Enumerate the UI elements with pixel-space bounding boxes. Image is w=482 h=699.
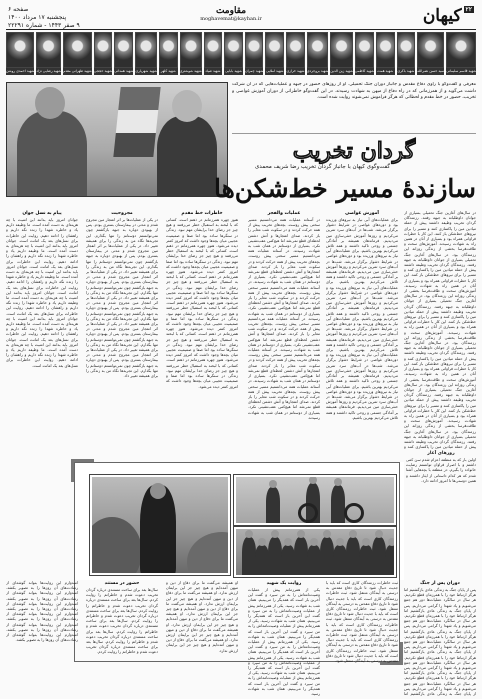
- section-url: moghavemat@kayhan.ir: [200, 16, 262, 22]
- article-side-column: [406, 450, 476, 580]
- portrait-photo: [114, 32, 133, 68]
- portrait-photo: [376, 32, 395, 68]
- column-text: ثبت خاطرات رزمندگان کاری است که باید با جدیت دنبال شود تا تاریخ دفاع مقدس به درستی به آیندگان منتقل شود.: [326, 590, 398, 612]
- portrait-photo: [417, 32, 444, 68]
- column-text: او همیشه می‌گفت ما برای دفاع از دین و میهن آمده‌ایم و هیچ چیز جز این برایمان ارزش ندارد.: [166, 600, 238, 617]
- headline-primary: گردان تخریب: [292, 138, 416, 164]
- column-text: برای عملیات‌های آبی نیاز به نیروهای ورزیده بود و دوره‌های غواصی در شرایط دشوار برگزار می‌شد. شب‌ها در آب‌های سرد تمرین می‌کردیم و روزها آموزش خنثی‌سازی مین می‌دیدیم. فرماندهان همیشه بر آمادگی جسمی و روحی تاکید داشتند و همه تلاش می‌کردیم بهترین باشیم.: [326, 279, 398, 321]
- iran-flag-shape: [113, 87, 160, 157]
- portrait-caption: شهید رضایی نژاد: [36, 69, 62, 73]
- column-text: امیدوارم این روایت‌ها بتواند گوشه‌ای از رشادت‌های آن روزها را به تصویر بکشد.: [6, 621, 78, 632]
- martyr-portrait: [159, 32, 178, 76]
- portrait-caption: شهید املایی: [266, 69, 284, 73]
- column-text: در سال‌های آغازین جنگ تحمیلی بسیاری از جوانان داوطلبانه به جبهه رفتند. رزمندگان گردان تخریب وظیفه داشتند پیش از حمله میادین مین را پاکسازی کنند و مسیر را برای نیروهای خط‌شکن باز کنند. این کار با خطرات فراوانی همراه بود و بسیاری از آنان در همین راه به شهادت رسیدند. آموزش‌های سخت و طاقت‌فرسا بخشی از زندگی روزانه این رزمندگان بود.: [404, 381, 476, 434]
- column-text: جوانان امروز باید بدانند این امنیت با چه هزینه‌ای به دست آمده است. ما وظیفه داریم یاد و خاطره شهدا را زنده نگه داریم و راهشان را ادامه دهیم. روایت این خاطرات برای نسل‌های بعد یک امانت است.: [6, 315, 78, 342]
- article-column: [404, 210, 476, 450]
- column-text: برای عملیات‌های آبی نیاز به نیروهای ورزیده بود و دوره‌های غواصی در شرایط دشوار برگزار می‌شد. شب‌ها در آب‌های سرد تمرین می‌کردیم و روزها آموزش خنثی‌سازی مین می‌دیدیم. فرماندهان همیشه بر آمادگی جسمی و روحی تاکید داشتند و همه تلاش می‌کردیم بهترین باشیم.: [326, 315, 398, 353]
- martyr-portrait: [114, 32, 133, 76]
- portrait-caption: شهید کلهر: [160, 69, 176, 73]
- martyr-portrait: [6, 32, 34, 76]
- martyr-portrait: [245, 32, 264, 76]
- column-text: در آستانه عملیات همه می‌دانستیم مسیر سختی پیش روست. بچه‌های تخریب پیش از همه حرکت کردند و در سکوت شب معابر را باز کردند. صدای انفجارها و آتش دشمن لحظه‌ای قطع نمی‌شد اما هیچ‌کس عقب‌نشینی نکرد. بسیاری از دوستانم در همان شب به شهادت رسیدند.: [248, 248, 320, 285]
- column-text: برای عملیات‌های آبی نیاز به نیروهای ورزیده بود و دوره‌های غواصی در شرایط دشوار برگزار می‌شد. شب‌ها در آب‌های سرد تمرین می‌کردیم و روزها آموزش خنثی‌سازی مین می‌دیدیم. فرماندهان همیشه بر آمادگی جسمی و روحی تاکید داشتند و همه تلاش می‌کردیم بهترین باشیم.: [326, 217, 398, 254]
- column-text: هنوز چهره همرزمانم در ذهنم است. کسانی که با لبخند به استقبال خطر می‌رفتند و هیچ چیز جز رضای خدا برایشان مهم نبود. زندگی در سنگرها ساده بود اما صفا و صمیمیت عجیبی میان بچه‌ها وجود داشت که امروز کمتر دیده می‌شود.: [166, 269, 238, 306]
- team-member-figure: [242, 537, 256, 575]
- team-member-figure: [294, 537, 308, 575]
- article-columns: [6, 210, 476, 450]
- martyr-portrait: [224, 32, 243, 76]
- logo-text: کیهان: [422, 6, 462, 26]
- column-text: هنوز چهره همرزمانم در ذهنم است. کسانی که با لبخند به استقبال خطر می‌رفتند و هیچ چیز جز رضای خدا برایشان مهم نبود. زندگی در سنگرها ساده بود اما صفا و صمیمیت عجیبی میان بچه‌ها وجود داشت که امروز کمتر دیده می‌شود.: [166, 217, 238, 249]
- article-column: [248, 580, 320, 696]
- column-text: جوانان امروز باید بدانند این امنیت با چه هزینه‌ای به دست آمده است. ما وظیفه داریم یاد و خاطره شهدا را زنده نگه داریم و راهشان را ادامه دهیم. روایت این خاطرات برای نسل‌های بعد یک امانت است.: [6, 289, 78, 316]
- column-text: سال‌ها بعد برای ساخت مستندی درباره گردان تخریب دعوت شدم و خاطراتم را روایت کردم.: [86, 587, 158, 603]
- column-subheading: مجروحیت: [111, 211, 133, 216]
- portrait-photo: [355, 32, 374, 68]
- column-text: یکی از همرزمانم پیش از عملیات وصیت‌نامه‌اش را به من سپرد و گفت این آخرین بار است که همدیگر را می‌بینیم. همان شب به شهادت رسید.: [248, 602, 320, 624]
- portrait-photo: [180, 32, 202, 68]
- martyr-portrait: [286, 32, 305, 76]
- team-photo: [234, 527, 396, 577]
- article-column: [404, 580, 476, 696]
- column-text: امیدوارم این روایت‌ها بتواند گوشه‌ای از رشادت‌های آن روزها را به تصویر بکشد.: [6, 600, 78, 612]
- motorbike-photo: [234, 475, 396, 525]
- portrait-photo: [204, 32, 223, 68]
- column-text: در یکی از عملیات‌ها بر اثر انفجار مین مجروح شدم و مدتی در بیمارستان بستری بودم. پس از بهبودی دوباره به جبهه بازگشتم چون نمی‌توانستم دوستانم را تنها بگذارم. این تجربه‌ها نگاه من به زندگی را برای همیشه تغییر داد.: [86, 295, 158, 327]
- column-text: در سال‌های آغازین جنگ تحمیلی بسیاری از جوانان داوطلبانه به جبهه رفتند. رزمندگان گردان تخریب وظیفه داشتند پیش از حمله میادین مین را پاکسازی کنند و مسیر را برای نیروهای خط‌شکن باز کنند. این کار با خطرات فراوانی همراه بود و بسیاری از آنان در همین راه به شهادت رسیدند. آموزش‌های سخت و طاقت‌فرسا بخشی از زندگی روزانه این رزمندگان بود.: [404, 293, 476, 346]
- column-text: یکی از همرزمانم پیش از عملیات وصیت‌نامه‌اش را به من سپرد و گفت این آخرین بار است که همدیگر را می‌بینیم. همان شب به شهادت رسید.: [248, 670, 320, 696]
- column-text: جوانان امروز باید بدانند این امنیت با چه هزینه‌ای به دست آمده است. ما وظیفه داریم یاد و خاطره شهدا را زنده نگه داریم و راهشان را ادامه دهیم. روایت این خاطرات برای نسل‌های بعد یک امانت است.: [6, 336, 78, 368]
- portrait-photo: [397, 32, 416, 68]
- martyr-portrait: [330, 32, 353, 76]
- team-member-figure: [268, 537, 282, 575]
- interviewee-figure: [17, 111, 87, 196]
- column-text: یکی از همرزمانم پیش از عملیات وصیت‌نامه‌اش را به من سپرد و گفت این آخرین بار است که همدیگر را می‌بینیم. همان شب به شهادت رسید.: [248, 654, 320, 676]
- article-column: [6, 210, 78, 450]
- column-text: سال‌ها بعد برای ساخت مستندی درباره گردان تخریب دعوت شدم و خاطراتم را روایت کردم.: [86, 607, 158, 624]
- article-column: [6, 580, 78, 696]
- column-text: پس از پایان جنگ به زندگی عادی بازگشتیم اما هرگز ارتباط خود را با همرزمان قطع نکردیم. هر سال در سالگرد عملیات‌ها دور هم جمع می‌شویم و یاد شهدا را گرامی می‌داریم.: [404, 644, 476, 671]
- martyr-portrait: [355, 32, 374, 76]
- team-member-figure: [281, 545, 295, 575]
- side-column-text: اولین بار که به منطقه اعزام شدم سن کمی داشتم و با اصرار فراوان توانستم رضایت خانواده را بگیرم. در منطقه با بچه‌هایی آشنا شدم که هر کدام داستانی از ایثار داشتند و همین دوستی‌ها تا امروز ادامه دارد.: [406, 457, 476, 483]
- portrait-caption: شهید احمدی روشن: [5, 69, 35, 73]
- column-text: پس از پایان جنگ به زندگی عادی بازگشتیم اما: [404, 685, 476, 696]
- side-column-heading: روزهای آغاز: [427, 451, 455, 456]
- article-column: [248, 210, 320, 450]
- portrait-caption: شهید خرازی: [286, 69, 305, 73]
- column-text: در آستانه عملیات همه می‌دانستیم مسیر سختی پیش روست. بچه‌های تخریب پیش از همه حرکت کردند و در سکوت شب معابر را باز کردند. صدای انفجارها و آتش دشمن لحظه‌ای قطع نمی‌شد اما هیچ‌کس عقب‌نشینی نکرد. بسیاری از دوستانم در همان شب به شهادت رسیدند.: [248, 347, 320, 384]
- column-text: برای عملیات‌های آبی نیاز به نیروهای ورزیده بود و دوره‌های غواصی در شرایط دشوار برگزار می‌شد. شب‌ها در آب‌های سرد تمرین می‌کردیم و روزها آموزش خنثی‌سازی مین می‌دیدیم. فرماندهان همیشه بر آمادگی جسمی و روحی تاکید داشتند و همه تلاش می‌کردیم بهترین باشیم.: [326, 383, 398, 420]
- column-text: سال‌ها بعد برای ساخت مستندی درباره گردان تخریب دعوت شدم و خاطراتم را روایت کردم.: [86, 618, 158, 634]
- person-figure: [331, 485, 345, 523]
- rock-shape: [90, 517, 142, 575]
- portrait-caption: شهید چمران: [245, 69, 264, 73]
- diver-photo: [90, 475, 230, 575]
- article-column: [86, 210, 158, 450]
- portrait-caption: شهید بابایی: [225, 69, 242, 73]
- portrait-caption: شهید همت: [377, 69, 394, 73]
- headline-main: سازندهٔ مسیر خط‌شکن‌ها: [213, 174, 476, 203]
- person-figure: [266, 487, 280, 523]
- team-member-figure: [372, 537, 386, 575]
- column-text: در یکی از عملیات‌ها بر اثر انفجار مین مجروح شدم و مدتی در بیمارستان بستری بودم. پس از بهبودی دوباره به جبهه بازگشتم چون نمی‌توانستم دوستانم را تنها بگذارم. این تجربه‌ها نگاه من به زندگی را برای همیشه تغییر داد.: [86, 347, 158, 379]
- column-subheading: دوران پس از جنگ: [420, 581, 460, 586]
- headline-subhead: گفت‌وگوی کیهان با جانباز گردان تخریب رضا شریف محمدی: [255, 164, 390, 170]
- section-logo: [186, 6, 276, 22]
- column-text: در سال‌های آغازین جنگ تحمیلی بسیاری از جوانان داوطلبانه به جبهه رفتند. رزمندگان گردان تخریب وظیفه داشتند پیش از حمله میادین مین را پاکسازی کنند و: [404, 428, 476, 450]
- portrait-photo: [63, 32, 92, 68]
- article-column: [86, 580, 158, 696]
- column-text: امیدوارم این روایت‌ها بتواند گوشه‌ای از رشادت‌های آن روزها را به تصویر بکشد.: [6, 611, 78, 622]
- martyr-portrait: [36, 32, 61, 76]
- column-text: او همیشه می‌گفت ما برای دفاع از دین و میهن آمده‌ایم و هیچ چیز جز این برایمان ارزش ندارد.: [166, 590, 238, 606]
- martyr-portrait: [446, 32, 476, 76]
- article-column: [166, 210, 238, 450]
- column-text: در سال‌های آغازین جنگ تحمیلی بسیاری از جوانان داوطلبانه به جبهه رفتند. رزمندگان گردان تخریب وظیفه داشتند پیش از حمله میادین مین را پاکسازی کنند و مسیر را برای نیروهای خط‌شکن باز کنند. این کار با خطرات فراوانی همراه بود و بسیاری از آنان در همین راه به شهادت رسیدند. آموزش‌های سخت و طاقت‌فرسا بخشی از زندگی روزانه این رزمندگان بود.: [404, 210, 476, 257]
- column-text: سال‌ها بعد برای ساخت مستندی درباره گردان تخریب دعوت شدم و خاطراتم را روایت کردم.: [86, 597, 158, 613]
- column-text: امیدوارم این روایت‌ها بتواند گوشه‌ای از رشادت‌های آن روزها را به تصویر بکشد.: [6, 580, 78, 591]
- portrait-photo: [330, 32, 353, 68]
- column-text: یکی از همرزمانم پیش از عملیات وصیت‌نامه‌اش را به من سپرد و گفت این آخرین بار است که همدیگر را می‌بینیم. همان شب به شهادت رسید.: [248, 587, 320, 608]
- martyr-portrait: [180, 32, 202, 76]
- column-text: یکی از همرزمانم پیش از عملیات وصیت‌نامه‌اش را به من سپرد و گفت این آخرین بار است که همدیگر را می‌بینیم. همان شب به شهادت رسید.: [248, 618, 320, 645]
- martyr-portrait: [204, 32, 223, 76]
- column-text: در یکی از عملیات‌ها بر اثر انفجار مین مجروح شدم و مدتی در بیمارستان بستری بودم. پس از بهبودی دوباره به جبهه بازگشتم چون نمی‌توانستم دوستانم را تنها بگذارم. این تجربه‌ها نگاه من به زندگی را برای همیشه تغییر داد.: [86, 243, 158, 275]
- column-subheading: روایت یک شهید: [266, 581, 302, 586]
- column-text: امیدوارم این روایت‌ها بتواند گوشه‌ای از رشادت‌های آن روزها را به تصویر بکشد.: [6, 632, 78, 643]
- portrait-photo: [224, 32, 243, 68]
- martyr-portrait: [307, 32, 329, 76]
- column-text: سال‌ها بعد برای ساخت مستندی درباره گردان تخریب دعوت شدم و خاطراتم را روایت کردم.: [86, 639, 158, 655]
- martyr-portrait: [376, 32, 395, 76]
- column-text: ثبت خاطرات رزمندگان کاری است که باید با جدیت دنبال شود تا تاریخ دفاع مقدس به درستی به آیندگان منتقل شود.: [326, 647, 398, 664]
- column-text: هنوز چهره همرزمانم در ذهنم است. کسانی که با لبخند به استقبال خطر می‌رفتند و هیچ چیز جز رضای خدا برایشان مهم نبود. زندگی در سنگرها ساده بود اما صفا و صمیمیت عجیبی میان بچه‌ها وجود داشت که امروز کمتر دیده می‌شود.: [166, 357, 238, 389]
- diver-figure: [140, 485, 176, 575]
- martyrs-portrait-strip: [6, 32, 476, 76]
- column-text: او همیشه می‌گفت ما برای دفاع از دین و میهن آمده‌ایم و هیچ چیز جز این برایمان ارزش ندارد.: [166, 580, 238, 596]
- portrait-caption: شهید حججی: [93, 69, 113, 73]
- column-text: ثبت خاطرات رزمندگان کاری است که باید با جدیت دنبال شود تا تاریخ دفاع مقدس به درستی به آیندگان منتقل شود.: [326, 580, 398, 596]
- portrait-caption: سید حسن نصرالله: [417, 69, 445, 73]
- article-column: [326, 210, 398, 450]
- wheel-shape: [344, 503, 364, 523]
- column-text: برای عملیات‌های آبی نیاز به نیروهای ورزیده بود و دوره‌های غواصی در شرایط دشوار برگزار می‌شد. شب‌ها در آب‌های سرد تمرین می‌کردیم و روزها آموزش خنثی‌سازی مین می‌دیدیم. فرماندهان همیشه بر آمادگی جسمی و روحی تاکید داشتند و همه تلاش می‌کردیم بهترین باشیم.: [326, 347, 398, 389]
- column-text: در یکی از عملیات‌ها بر اثر انفجار مین مجروح شدم و مدتی در بیمارستان بستری بودم. پس از بهبودی دوباره به جبهه بازگشتم چون نمی‌توانستم دوستانم را تنها بگذارم. این تجربه‌ها نگاه من به زندگی را برای همیشه تغییر داد.: [86, 269, 158, 301]
- portrait-photo: [307, 32, 329, 68]
- column-text: هنوز چهره همرزمانم در ذهنم است. کسانی که با لبخند به استقبال خطر می‌رفتند و هیچ چیز جز رضای خدا برایشان مهم نبود. زندگی در سنگرها ساده بود اما صفا و صمیمیت عجیبی میان بچه‌ها وجود داشت که امروز کمتر دیده می‌شود.: [166, 300, 238, 332]
- column-text: در سال‌های آغازین جنگ تحمیلی بسیاری از جوانان داوطلبانه به جبهه رفتند. رزمندگان گردان تخریب وظیفه داشتند پیش از حمله میادین مین را پاکسازی کنند و مسیر را برای نیروهای خط‌شکن باز کنند. این کار با خطرات فراوانی همراه بود و بسیاری از آنان در همین راه به شهادت رسیدند. آموزش‌های سخت و طاقت‌فرسا بخشی از زندگی روزانه این رزمندگان بود.: [404, 251, 476, 299]
- team-member-figure: [255, 545, 269, 575]
- article-columns-bottom: [6, 580, 476, 696]
- team-member-figure: [346, 537, 360, 575]
- portrait-caption: شهید باکری: [397, 69, 415, 73]
- portrait-caption: شهید همدانی: [114, 69, 134, 73]
- portrait-photo: [245, 32, 264, 68]
- martyr-portrait: [397, 32, 416, 76]
- column-subheading: آموزش غواصی: [345, 211, 379, 216]
- column-text: هنوز چهره همرزمانم در ذهنم است. کسانی که با لبخند به استقبال خطر می‌رفتند و هیچ چیز جز رضای خدا برایشان مهم نبود. زندگی در سنگرها ساده بود اما صفا و صمیمیت عجیبی میان بچه‌ها وجود داشت که امروز کمتر دیده می‌شود.: [166, 243, 238, 275]
- date-line-1: پنجشنبه ۱۷ مرداد ۱۴۰۰: [8, 14, 67, 21]
- column-text: هنوز چهره همرزمانم در ذهنم است. کسانی که با لبخند به استقبال خطر می‌رفتند و هیچ چیز جز رضای خدا برایشان مهم نبود. زندگی در سنگرها ساده بود اما صفا و صمیمیت عجیبی میان بچه‌ها وجود داشت که امروز کمتر دیده می‌شود.: [166, 326, 238, 363]
- column-text: سال‌ها بعد برای ساخت مستندی درباره گردان تخریب دعوت شدم و خاطراتم را روایت کردم.: [86, 628, 158, 645]
- logo-badge: ۲۲: [465, 6, 472, 13]
- column-text: ثبت خاطرات رزمندگان کاری است که باید با جدیت دنبال شود تا تاریخ دفاع مقدس به درستی به آیندگان منتقل شود.: [326, 632, 398, 653]
- column-subheading: عملیات والفجر: [267, 211, 301, 216]
- column-text: در آستانه عملیات همه می‌دانستیم مسیر سختی پیش روست. بچه‌های تخریب پیش از همه حرکت کردند و در سکوت شب معابر را باز کردند. صدای انفجارها و آتش دشمن لحظه‌ای قطع نمی‌شد اما هیچ‌کس عقب‌نشینی نکرد. بسیاری از دوستانم در همان شب به شهادت رسیدند.: [248, 315, 320, 353]
- column-text: پس از پایان جنگ به زندگی عادی بازگشتیم اما هرگز ارتباط خود را با همرزمان قطع نکردیم. هر سال در سالگرد عملیات‌ها دور هم جمع می‌شویم و یاد شهدا را گرامی می‌داریم.: [404, 665, 476, 691]
- portrait-photo: [94, 32, 113, 68]
- team-member-figure: [333, 545, 347, 575]
- portrait-photo: [159, 32, 178, 68]
- column-text: ثبت خاطرات رزمندگان کاری است که باید با جدیت دنبال شود تا تاریخ دفاع مقدس به درستی به آیندگان منتقل شود.: [326, 606, 398, 622]
- portrait-caption: شهید شهریاری: [135, 69, 157, 73]
- portrait-caption: شهید طهرانی مقدم: [63, 69, 92, 73]
- column-text: در آستانه عملیات همه می‌دانستیم مسیر سختی پیش روست. بچه‌های تخریب پیش از همه حرکت کردند و در سکوت شب معابر را باز کردند. صدای انفجارها و آتش دشمن لحظه‌ای قطع نمی‌شد اما هیچ‌کس عقب‌نشینی نکرد. بسیاری از دوستانم در همان شب به شهادت رسیدند.: [248, 378, 320, 420]
- martyr-portrait: [417, 32, 444, 76]
- column-text: در یکی از عملیات‌ها بر اثر انفجار مین مجروح شدم و مدتی در بیمارستان بستری بودم. پس از بهبودی دوباره به جبهه بازگشتم چون نمی‌توانستم دوستانم را تنها بگذارم. این تجربه‌ها نگاه من به زندگی را برای همیشه تغییر داد.: [86, 217, 158, 249]
- date-line-2: ۹ صفر ۱۴۴۳ - شماره ۲۲۲۹۱: [8, 22, 80, 29]
- column-text: یکی از همرزمانم پیش از عملیات وصیت‌نامه‌اش را به من سپرد و گفت این آخرین بار است که همدیگر را می‌بینیم. همان شب به شهادت رسید.: [248, 639, 320, 660]
- column-text: در سال‌های آغازین جنگ تحمیلی بسیاری از جوانان داوطلبانه به جبهه رفتند. رزمندگان گردان تخریب وظیفه داشتند پیش از حمله میادین مین را پاکسازی کنند و مسیر را برای نیروهای خط‌شکن باز کنند. این کار با خطرات فراوانی همراه بود و بسیاری از آنان در همین راه به شهادت رسیدند. آموزش‌های سخت و طاقت‌فرسا بخشی از زندگی روزانه این رزمندگان بود.: [404, 340, 476, 387]
- page-label: صفحه ۶: [8, 6, 29, 13]
- article-column: [326, 580, 398, 696]
- article-column: [166, 580, 238, 696]
- portrait-caption: شهید قاسم سلیمانی: [446, 69, 476, 73]
- martyr-portrait: [94, 32, 113, 76]
- team-member-figure: [320, 537, 334, 575]
- column-text: امیدوارم این روایت‌ها بتواند گوشه‌ای از رشادت‌های آن روزها را به تصویر بکشد.: [6, 590, 78, 601]
- column-text: جوانان امروز باید بدانند این امنیت با چه هزینه‌ای به دست آمده است. ما وظیفه داریم یاد و خاطره شهدا را زنده نگه داریم و راهشان را ادامه دهیم. روایت این خاطرات برای نسل‌های بعد یک امانت است.: [6, 263, 78, 295]
- column-text: برای عملیات‌های آبی نیاز به نیروهای ورزیده بود و دوره‌های غواصی در شرایط دشوار برگزار می‌شد. شب‌ها در آب‌های سرد تمرین می‌کردیم و روزها آموزش خنثی‌سازی مین می‌دیدیم. فرماندهان همیشه بر آمادگی جسمی و روحی تاکید داشتند و همه تلاش می‌کردیم بهترین باشیم.: [326, 248, 398, 285]
- portrait-photo: [6, 32, 34, 68]
- column-text: او همیشه می‌گفت ما برای دفاع از دین و میهن آمده‌ایم و هیچ چیز جز این برایمان ارزش ندارد.: [166, 637, 238, 653]
- portrait-photo: [446, 32, 476, 68]
- portrait-caption: شهید شوشتری: [179, 69, 202, 73]
- team-member-figure: [385, 545, 396, 575]
- column-text: در یکی از عملیات‌ها بر اثر انفجار مین مجروح شدم و مدتی در بیمارستان بستری بودم. پس از بهبودی دوباره به جبهه بازگشتم چون نمی‌توانستم دوستانم را تنها بگذارم. این تجربه‌ها نگاه من به زندگی را برای همیشه تغییر داد.: [86, 321, 158, 353]
- portrait-photo: [135, 32, 157, 68]
- section-logo-text: مقاومت: [215, 6, 247, 16]
- column-text: او همیشه می‌گفت ما برای دفاع از دین و میهن آمده‌ایم و هیچ چیز جز این برایمان ارزش ندارد.: [166, 621, 238, 643]
- column-subheading: پیام به نسل جوان: [22, 211, 62, 216]
- portrait-caption: شهید صیاد: [205, 69, 221, 73]
- wheel-shape: [298, 503, 318, 523]
- team-member-figure: [307, 545, 321, 575]
- lead-paragraph: معرفی و گفت‌وگو با راوی دفاع مقدس و جانباز دوران جنگ تحمیلی. او از روزهای حضور در جبهه و عملیات‌هایی که در آن شرکت داشت می‌گوید و از همرزمانی که در راه دفاع از میهن به شهادت رسیدند. در این گفت‌وگو خاطراتی از دوران آموزش غواصی و تخریب، حضور در خط مقدم و لحظاتی که هرگز فراموش نمی‌شوند روایت شده است.: [232, 82, 476, 134]
- rock-shape: [187, 532, 230, 575]
- newspaper-logo: [423, 6, 474, 26]
- column-text: در آستانه عملیات همه می‌دانستیم مسیر سختی پیش روست. بچه‌های تخریب پیش از همه حرکت کردند و در سکوت شب معابر را باز کردند. صدای انفجارها و آتش دشمن لحظه‌ای قطع نمی‌شد اما هیچ‌کس عقب‌نشینی نکرد. بسیاری از دوستانم در همان شب به شهادت رسیدند.: [248, 279, 320, 321]
- column-text: در آستانه عملیات همه می‌دانستیم مسیر سختی پیش روست. بچه‌های تخریب پیش از همه حرکت کردند و در سکوت شب معابر را باز کردند. صدای انفجارها و آتش دشمن لحظه‌ای قطع نمی‌شد اما هیچ‌کس عقب‌نشینی نکرد. بسیاری از دوستانم در همان شب به شهادت رسیدند.: [248, 217, 320, 254]
- portrait-photo: [286, 32, 305, 68]
- portrait-photo: [265, 32, 284, 68]
- portrait-caption: شهید زین الدین: [330, 69, 353, 73]
- column-text: پس از پایان جنگ به زندگی عادی بازگشتیم اما هرگز ارتباط خود را با همرزمان قطع نکردیم. هر سال در سالگرد عملیات‌ها دور هم جمع می‌شویم و یاد شهدا را گرامی می‌داریم.: [404, 623, 476, 650]
- martyr-portrait: [265, 32, 284, 76]
- portrait-caption: شهید کاظمی: [354, 69, 374, 73]
- team-member-figure: [359, 545, 373, 575]
- portrait-photo: [36, 32, 61, 68]
- martyr-portrait: [63, 32, 92, 76]
- column-text: پس از پایان جنگ به زندگی عادی بازگشتیم اما هرگز ارتباط خود را با همرزمان قطع نکردیم. هر سال در سالگرد عملیات‌ها دور هم جمع می‌شویم و یاد شهدا را گرامی می‌داریم.: [404, 602, 476, 629]
- column-text: پس از پایان جنگ به زندگی عادی بازگشتیم اما هرگز ارتباط خود را با همرزمان قطع نکردیم. هر سال در سالگرد عملیات‌ها دور هم جمع می‌شویم و یاد شهدا را گرامی می‌داریم.: [404, 587, 476, 608]
- column-subheading: خاطرات خط مقدم: [181, 211, 223, 216]
- column-text: ثبت خاطرات رزمندگان کاری است که باید با جدیت دنبال شود تا تاریخ دفاع مقدس به درستی به آیندگان منتقل شود.: [326, 616, 398, 638]
- column-text: او همیشه می‌گفت ما برای دفاع از دین و میهن آمده‌ایم و هیچ چیز جز این برایمان ارزش ندارد.: [166, 611, 238, 627]
- column-text: جوانان امروز باید بدانند این امنیت با چه هزینه‌ای به دست آمده است. ما وظیفه داریم یاد و خاطره شهدا را زنده نگه داریم و راهشان را ادامه دهیم. روایت این خاطرات برای نسل‌های بعد یک امانت است.: [6, 237, 78, 269]
- masthead: [6, 4, 476, 30]
- portrait-caption: شهید بروجردی: [306, 69, 329, 73]
- column-subheading: حضور در مستند: [104, 581, 140, 586]
- issue-meta: [8, 6, 80, 30]
- column-text: جوانان امروز باید بدانند این امنیت با چه هزینه‌ای به دست آمده است. ما وظیفه داریم یاد و خاطره شهدا را زنده نگه داریم و راهشان را ادامه دهیم. روایت این خاطرات برای نسل‌های بعد یک امانت است.: [6, 217, 78, 243]
- martyr-portrait: [135, 32, 157, 76]
